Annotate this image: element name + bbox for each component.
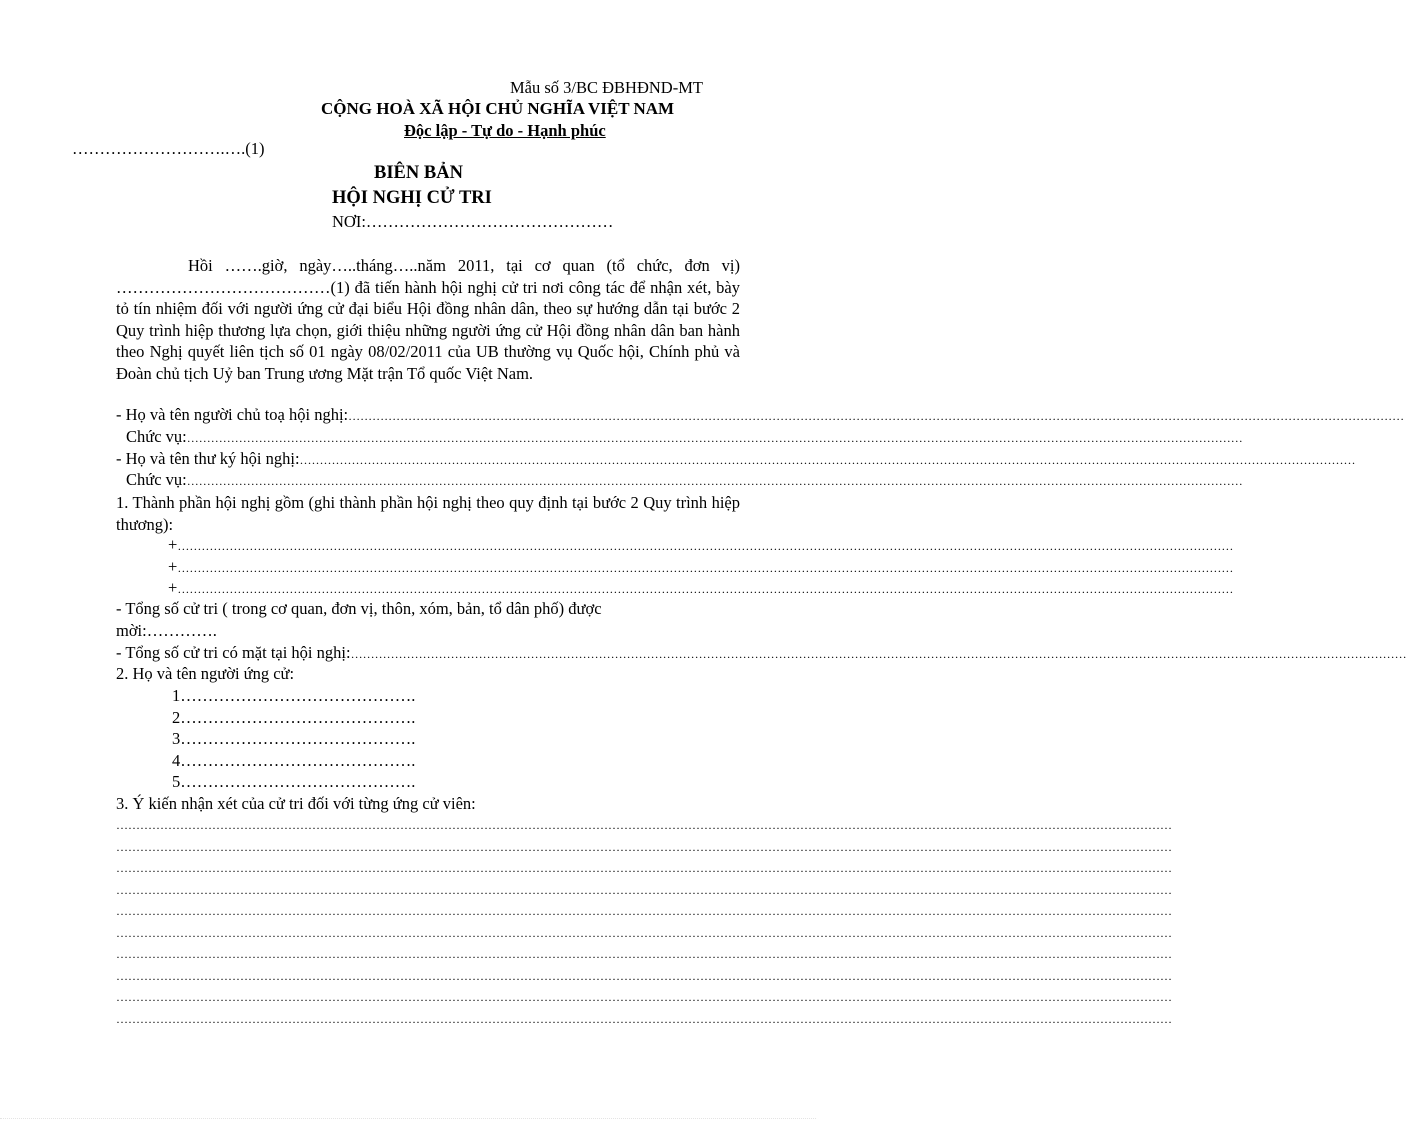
comment-blank-line: ………………………………………………………………………………………………………………………………………………………………………………………………………………………………………… bbox=[116, 926, 1172, 940]
candidate-line: 4……………………………………. bbox=[172, 751, 416, 770]
voters-present-label: - Tổng số cử tri có mặt tại hội nghị: bbox=[116, 643, 351, 662]
document-title: BIÊN BẢN bbox=[374, 163, 463, 183]
organization-blank: ……………………….….(1) bbox=[72, 139, 265, 158]
voters-invited-count: mời:…………. bbox=[116, 621, 217, 640]
secretary-name-blank: ………………………………………………………………………………………………………………………………………………………………………………………………………………………………………… bbox=[299, 453, 1356, 467]
chair-name-blank: ………………………………………………………………………………………………………………………………………………………………………………………………………………………………………… bbox=[348, 409, 1405, 423]
comment-blank-line: ………………………………………………………………………………………………………………………………………………………………………………………………………………………………………… bbox=[116, 840, 1172, 854]
document-subtitle: HỘI NGHỊ CỬ TRI bbox=[332, 188, 492, 208]
chair-position-blank: ………………………………………………………………………………………………………………………………………………………………………………………………………………………………………… bbox=[186, 431, 1243, 445]
chair-name-row bbox=[116, 405, 1405, 425]
comment-blank-line: ………………………………………………………………………………………………………………………………………………………………………………………………………………………………………… bbox=[116, 947, 1172, 961]
secretary-position-blank: ………………………………………………………………………………………………………………………………………………………………………………………………………………………………………… bbox=[186, 474, 1243, 488]
attendee-bullet: + bbox=[168, 557, 178, 576]
comment-blank-line: ………………………………………………………………………………………………………………………………………………………………………………………………………………………………………… bbox=[116, 969, 1172, 983]
form-code: Mẫu số 3/BC ĐBHĐND-MT bbox=[510, 78, 703, 97]
attendee-blank: ………………………………………………………………………………………………………………………………………………………………………………………………………………………………………… bbox=[177, 582, 1234, 596]
comment-blank-line: ………………………………………………………………………………………………………………………………………………………………………………………………………………………………………… bbox=[116, 861, 1172, 875]
chair-position-row bbox=[126, 427, 1243, 447]
secretary-position-row bbox=[126, 470, 1243, 490]
comment-blank-line: ………………………………………………………………………………………………………………………………………………………………………………………………………………………………………… bbox=[116, 904, 1172, 918]
attendee-blank: ………………………………………………………………………………………………………………………………………………………………………………………………………………………………………… bbox=[177, 561, 1234, 575]
attendee-bullet: + bbox=[168, 535, 178, 554]
intro-paragraph: Hồi …….giờ, ngày…..tháng…..năm 2011, tại cơ quan (tổ chức, đơn vị) …………………………………(1) đã tiến hành hội nghị cử tri nơi công tác để nhận xét, bày tỏ tín nhiệm đối với người ứng cử đại biểu Hội đồng nhân dân, theo sự hướng dẫn tại bước 2 Quy trình hiệp thương lựa chọn, giới thiệu những người ứng cử Hội đồng nhân dân ban hành theo Nghị quyết liên tịch số 01 ngày 08/02/2011 của UB thường vụ Quốc hội, Chính phủ và Đoàn chủ tịch Uỷ ban Trung ương Mặt trận Tổ quốc Việt Nam. bbox=[116, 256, 740, 383]
attendee-row bbox=[168, 535, 1234, 555]
voters-present-blank: ………………………………………………………………………………………………………………………………………………………………………………………………………………………………………… bbox=[350, 647, 1407, 661]
comment-blank-line: ………………………………………………………………………………………………………………………………………………………………………………………………………………………………………… bbox=[116, 818, 1172, 832]
attendee-bullet: + bbox=[168, 578, 178, 597]
section1-heading: 1. Thành phần hội nghị gồm (ghi thành phần hội nghị theo quy định tại bước 2 Quy trình hiệp thương): bbox=[116, 493, 740, 534]
attendee-row bbox=[168, 557, 1234, 577]
candidate-line: 3……………………………………. bbox=[172, 729, 416, 748]
meeting-place: NƠI:……………………………………… bbox=[332, 212, 614, 231]
comment-blank-line: ………………………………………………………………………………………………………………………………………………………………………………………………………………………………………… bbox=[116, 1012, 1172, 1026]
section3-heading: 3. Ý kiến nhận xét của cử tri đối với từng ứng cử viên: bbox=[116, 794, 476, 813]
chair-name-label: - Họ và tên người chủ toạ hội nghị: bbox=[116, 405, 349, 424]
voters-present-row bbox=[116, 643, 1407, 663]
attendee-blank: ………………………………………………………………………………………………………………………………………………………………………………………………………………………………………… bbox=[177, 539, 1234, 553]
page-bottom-edge bbox=[0, 1118, 816, 1119]
secretary-position-label: Chức vụ: bbox=[126, 470, 187, 489]
candidate-line: 1……………………………………. bbox=[172, 686, 416, 705]
section2-heading: 2. Họ và tên người ứng cử: bbox=[116, 664, 295, 683]
candidate-line: 2……………………………………. bbox=[172, 708, 416, 727]
secretary-name-label: - Họ và tên thư ký hội nghị: bbox=[116, 449, 300, 468]
candidate-line: 5……………………………………. bbox=[172, 772, 416, 791]
voters-invited-line: - Tổng số cử tri ( trong cơ quan, đơn vị, thôn, xóm, bản, tổ dân phố) được bbox=[116, 599, 602, 618]
comment-blank-line: ………………………………………………………………………………………………………………………………………………………………………………………………………………………………………… bbox=[116, 990, 1172, 1004]
chair-position-label: Chức vụ: bbox=[126, 427, 187, 446]
national-motto: Độc lập - Tự do - Hạnh phúc bbox=[404, 121, 606, 140]
country-name: CỘNG HOÀ XÃ HỘI CHỦ NGHĨA VIỆT NAM bbox=[321, 99, 675, 118]
attendee-row bbox=[168, 578, 1234, 598]
secretary-name-row bbox=[116, 449, 1356, 469]
comment-blank-line: ………………………………………………………………………………………………………………………………………………………………………………………………………………………………………… bbox=[116, 883, 1172, 897]
